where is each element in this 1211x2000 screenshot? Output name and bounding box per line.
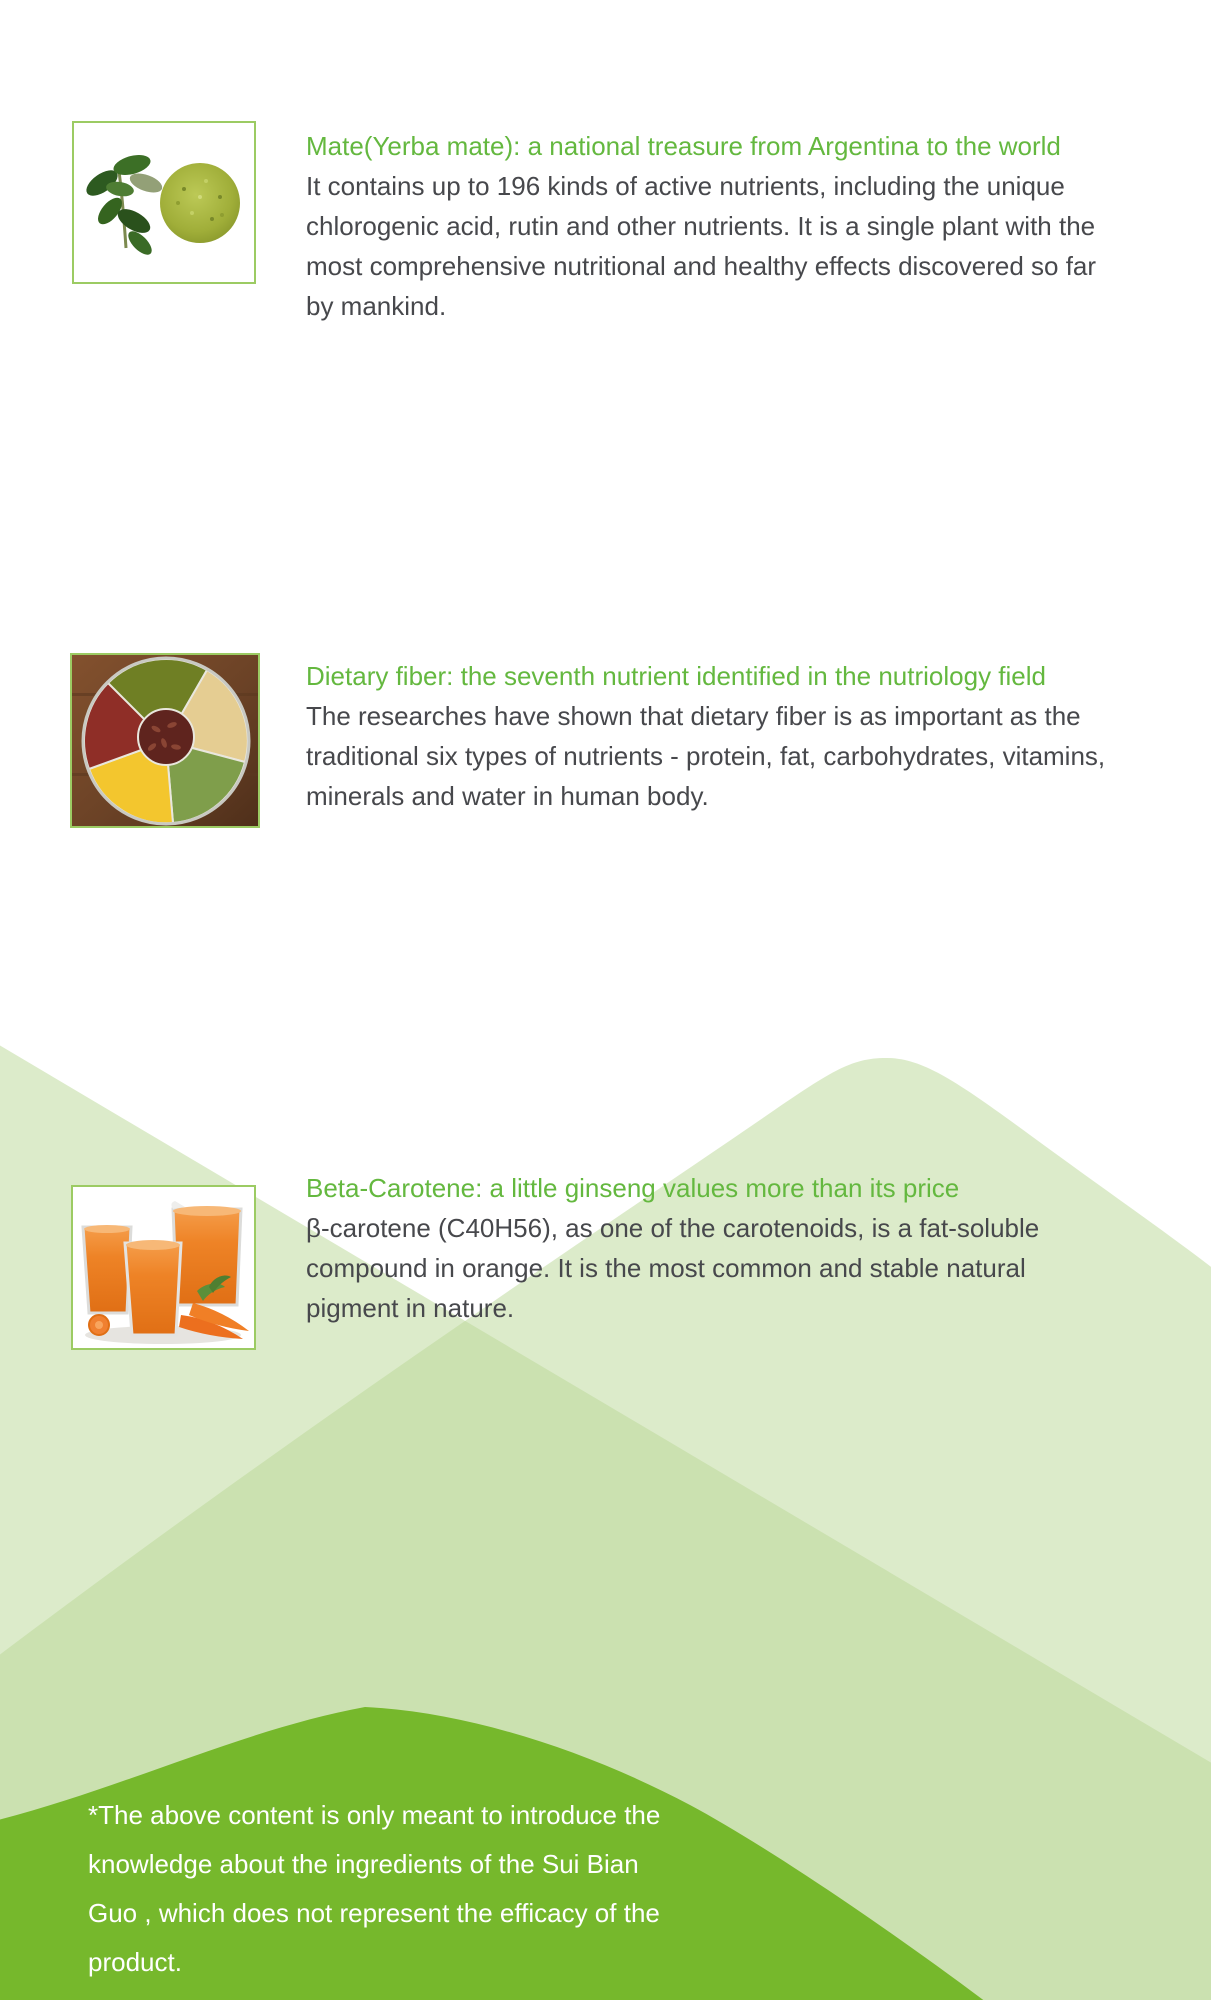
beta-carotene-photo: [71, 1185, 256, 1350]
mate-photo: [72, 121, 256, 284]
disclaimer-line: product.: [88, 1947, 182, 1977]
carrot-juice-illustration: [73, 1187, 254, 1348]
disclaimer: [88, 1791, 748, 1987]
section-beta-carotene-body-line: pigment in nature.: [306, 1293, 515, 1323]
section-dietary-fiber-body-line: minerals and water in human body.: [306, 781, 709, 811]
dietary-fiber-photo: [70, 653, 260, 828]
section-mate-heading: Mate(Yerba mate): a national treasure from Argentina to the world: [306, 131, 1061, 161]
section-mate-body-line: It contains up to 196 kinds of active nutrients, including the unique: [306, 171, 1065, 201]
section-mate-body-line: chlorogenic acid, rutin and other nutrients. It is a single plant with the: [306, 211, 1096, 241]
disclaimer-line: Guo , which does not represent the efficacy of the: [88, 1898, 660, 1928]
section-beta-carotene-heading: Beta-Carotene: a little ginseng values more than its price: [306, 1173, 960, 1203]
yerba-mate-illustration: [74, 123, 254, 282]
section-dietary-fiber-body-line: traditional six types of nutrients - protein, fat, carbohydrates, vitamins,: [306, 741, 1106, 771]
section-beta-carotene: [306, 1168, 1116, 1328]
juice-glass-front: [125, 1240, 181, 1335]
section-beta-carotene-body-line: β-carotene (C40H56), as one of the carotenoids, is a fat-soluble: [306, 1213, 1040, 1243]
section-mate-body-line: by mankind.: [306, 291, 447, 321]
section-beta-carotene-body-line: compound in orange. It is the most common and stable natural: [306, 1253, 1026, 1283]
yerba-powder-pile: [160, 163, 240, 243]
section-mate-body-line: most comprehensive nutritional and healthy effects discovered so far: [306, 251, 1097, 281]
beans-plate-illustration: [72, 655, 258, 826]
section-dietary-fiber-heading: Dietary fiber: the seventh nutrient identified in the nutriology field: [306, 661, 1046, 691]
juice-glass-left: [83, 1225, 131, 1313]
disclaimer-line: *The above content is only meant to introduce the: [88, 1800, 661, 1830]
section-dietary-fiber: [306, 656, 1116, 816]
section-mate: [306, 126, 1116, 326]
disclaimer-line: knowledge about the ingredients of the Sui Bian: [88, 1849, 639, 1879]
section-dietary-fiber-body-line: The researches have shown that dietary fiber is as important as the: [306, 701, 1081, 731]
